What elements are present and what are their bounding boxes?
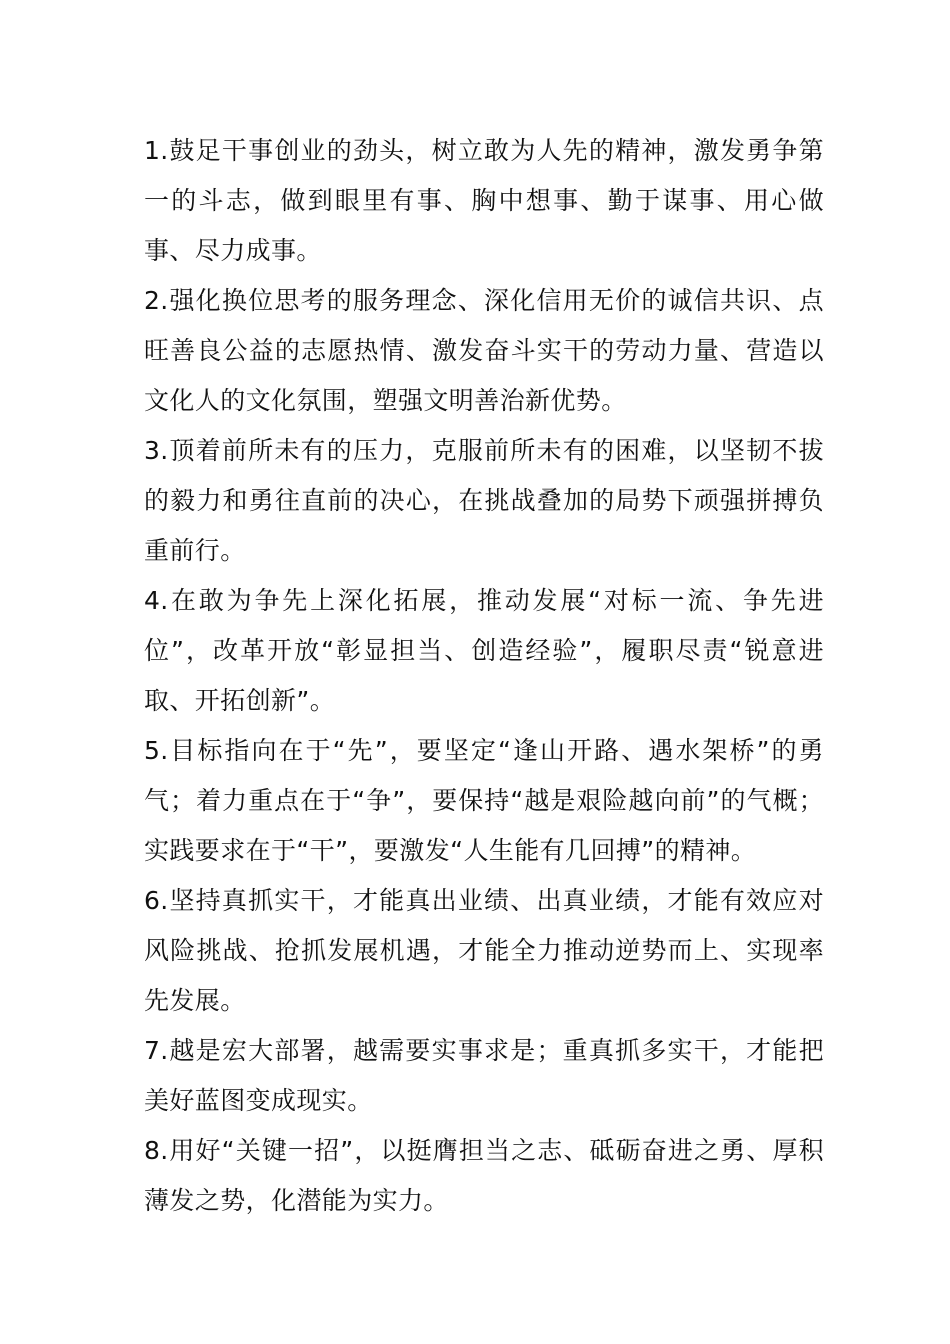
- paragraph-2: 2.强化换位思考的服务理念、深化信用无价的诚信共识、点旺善良公益的志愿热情、激发奋斗实干的劳动力量、营造以文化人的文化氛围，塑强文明善治新优势。: [144, 286, 824, 415]
- paragraph-5: 5.目标指向在于“先”，要坚定“逢山开路、遇水架桥”的勇气；着力重点在于“争”，要保持“越是艰险越向前”的气概；实践要求在于“干”，要激发“人生能有几回搏”的精神。: [144, 736, 824, 865]
- paragraph-7: 7.越是宏大部署，越需要实事求是；重真抓多实干，才能把美好蓝图变成现实。: [144, 1036, 824, 1115]
- paragraph-1: 1.鼓足干事创业的劲头，树立敢为人先的精神，激发勇争第一的斗志，做到眼里有事、胸中想事、勤于谋事、用心做事、尽力成事。: [144, 136, 824, 265]
- document-body: [144, 126, 824, 1226]
- paragraph-6: 6.坚持真抓实干，才能真出业绩、出真业绩，才能有效应对风险挑战、抢抓发展机遇，才能全力推动逆势而上、实现率先发展。: [144, 886, 824, 1015]
- paragraph-3: 3.顶着前所未有的压力，克服前所未有的困难，以坚韧不拔的毅力和勇往直前的决心，在挑战叠加的局势下顽强拼搏负重前行。: [144, 436, 824, 565]
- paragraph-4: 4.在敢为争先上深化拓展，推动发展“对标一流、争先进位”，改革开放“彰显担当、创造经验”，履职尽责“锐意进取、开拓创新”。: [144, 586, 824, 715]
- paragraph-8: 8.用好“关键一招”，以挺膺担当之志、砥砺奋进之勇、厚积薄发之势，化潜能为实力。: [144, 1136, 824, 1215]
